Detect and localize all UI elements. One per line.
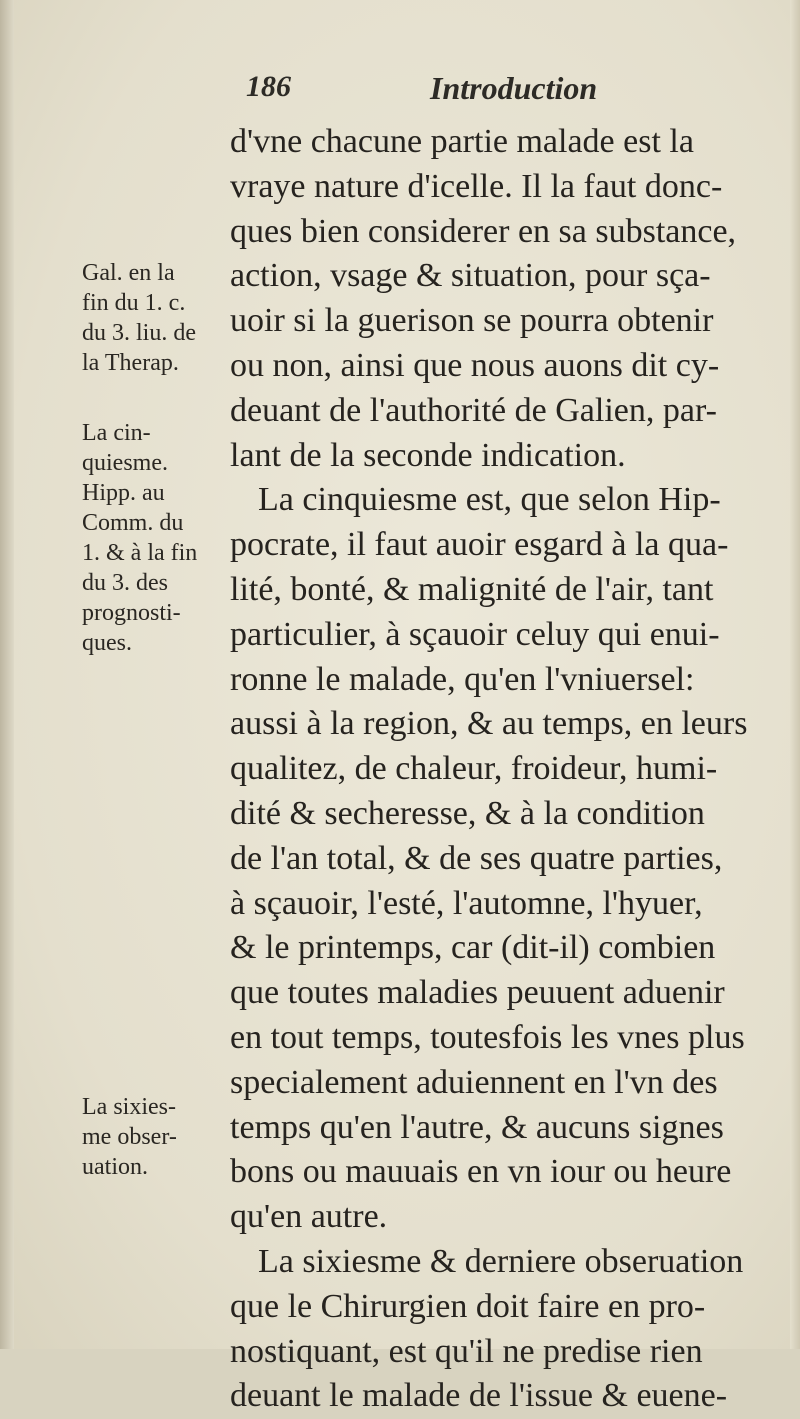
margin-note-line: La sixies- [82, 1094, 176, 1120]
margin-note-galien [82, 258, 232, 378]
margin-note-line: la Therap. [82, 350, 179, 376]
text-line: deuant de l'authorité de Galien, par- [230, 391, 717, 429]
margin-notes [0, 0, 230, 1349]
text-line: temps qu'en l'autre, & aucuns signes [230, 1108, 724, 1146]
margin-note-cinquiesme [82, 418, 232, 658]
page-edge [790, 0, 800, 1349]
text-line: que toutes maladies peuuent aduenir [230, 974, 725, 1012]
text-line: vraye nature d'icelle. Il la faut donc- [230, 167, 723, 205]
text-line: particulier, à sçauoir celuy qui enui- [230, 615, 720, 653]
text-line: nostiquant, est qu'il ne predise rien [230, 1332, 703, 1370]
text-line: specialement aduiennent en l'vn des [230, 1063, 718, 1101]
text-line: deuant le malade de l'issue & euene- [230, 1377, 728, 1415]
text-line: lité, bonté, & malignité de l'air, tant [230, 570, 714, 608]
margin-note-line: prognosti- [82, 600, 181, 626]
text-line: qu'en autre. [230, 1198, 388, 1236]
running-head: Introduction [430, 70, 598, 106]
margin-note-sixiesme [82, 1092, 232, 1182]
text-line: ques bien considerer en sa substance, [230, 212, 737, 250]
page-number: 186 [246, 70, 291, 103]
margin-note-line: Hipp. au [82, 480, 165, 506]
margin-note-line: uation. [82, 1154, 148, 1180]
text-line: dité & secheresse, & à la condition [230, 794, 705, 832]
text-line: que le Chirurgien doit faire en pro- [230, 1287, 706, 1325]
main-text [230, 120, 790, 1419]
margin-note-line: du 3. des [82, 570, 168, 596]
margin-note-line: me obser- [82, 1124, 177, 1150]
text-line: d'vne chacune partie malade est la [230, 123, 694, 160]
margin-note-line: fin du 1. c. [82, 290, 186, 316]
text-line: lant de la seconde indication. [230, 436, 626, 474]
margin-note-line: du 3. liu. de [82, 320, 196, 346]
margin-note-line: 1. & à la fin [82, 540, 198, 566]
text-line: aussi à la region, & au temps, en leurs [230, 705, 748, 743]
paragraph-start-line: La cinquiesme est, que selon Hip- [258, 481, 721, 519]
text-line: de l'an total, & de ses quatre parties, [230, 839, 723, 877]
text-line: à sçauoir, l'esté, l'automne, l'hyuer, [230, 884, 703, 922]
paragraph-start-line: La sixiesme & derniere obseruation [258, 1242, 744, 1280]
text-line: & le printemps, car (dit-il) combien [230, 929, 716, 967]
margin-note-line: ques. [82, 630, 132, 656]
text-line: uoir si la guerison se pourra obtenir [230, 302, 714, 340]
text-line: qualitez, de chaleur, froideur, humi- [230, 750, 718, 788]
text-line: pocrate, il faut auoir esgard à la qua- [230, 526, 729, 564]
text-line: action, vsage & situation, pour sça- [230, 257, 711, 295]
margin-note-line: quiesme. [82, 450, 168, 476]
text-line: ronne le malade, qu'en l'vniuersel: [230, 660, 695, 698]
margin-note-line: Comm. du [82, 510, 184, 536]
margin-note-line: Gal. en la [82, 260, 175, 286]
text-line: bons ou mauuais en vn iour ou heure [230, 1153, 732, 1191]
text-line: en tout temps, toutesfois les vnes plus [230, 1018, 745, 1056]
text-line: ou non, ainsi que nous auons dit cy- [230, 346, 720, 384]
margin-note-line: La cin- [82, 420, 151, 446]
